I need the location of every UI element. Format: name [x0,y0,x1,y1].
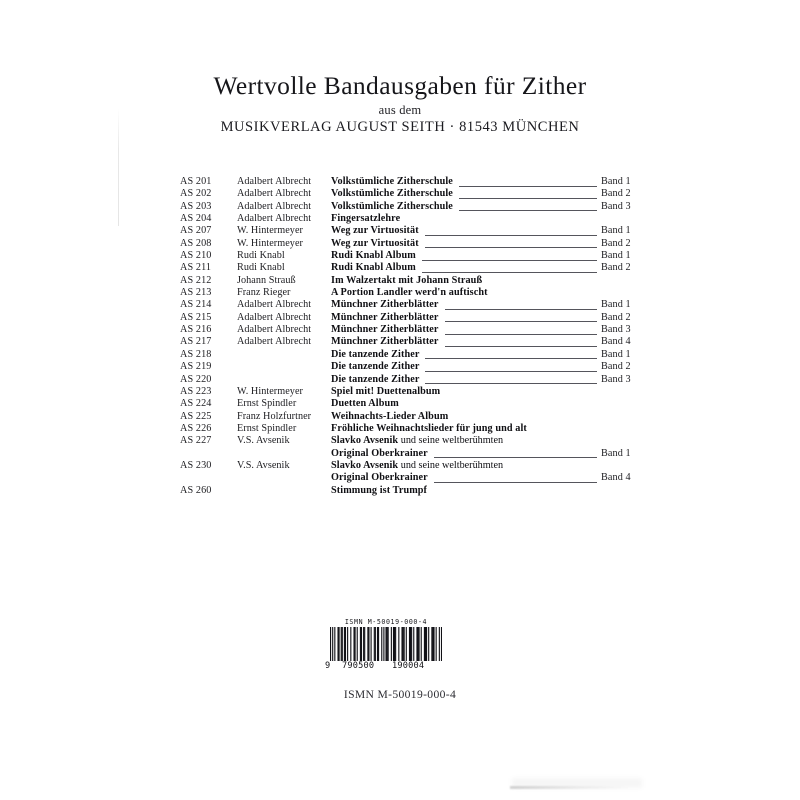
catalog-band: Band 1 [601,299,631,311]
catalog-leader-rule [445,309,597,310]
catalog-title-main: Weihnachts-Lieder Album [331,410,449,422]
catalog-title [331,312,439,323]
catalog-title-main: Weg zur Virtuosität [331,225,419,237]
catalog-code: AS 260 [180,484,212,496]
catalog-title-main: Volkstümliche Zitherschule [331,200,453,212]
catalog-row [0,299,800,311]
catalog-title [331,238,419,249]
barcode-image [330,627,442,661]
catalog-row [0,336,800,348]
catalog-title [331,188,453,199]
catalog-author: Franz Rieger [237,287,291,299]
catalog-author: Ernst Spindler [237,422,297,434]
catalog-row [0,435,800,447]
catalog-leader-rule [445,346,597,347]
catalog-code: AS 223 [180,385,212,397]
catalog-title-main: Slavko Avsenik [331,459,399,471]
catalog-band: Band 4 [601,336,631,348]
barcode-digits [325,661,447,671]
catalog-title [331,213,400,224]
catalog-leader-rule [425,247,597,248]
catalog-row [0,238,800,250]
catalog-band: Band 1 [601,176,631,187]
catalog-band: Band 2 [601,188,631,200]
catalog-title [331,398,399,409]
catalog-title-subtitle: und seine weltberühmten [398,459,504,471]
catalog-author: Franz Holzfurtner [237,410,312,422]
catalog-title [331,460,503,471]
catalog-author: V.S. Avsenik [237,459,290,471]
catalog-list [0,176,800,497]
catalog-author: Adalbert Albrecht [237,188,312,200]
catalog-row [0,411,800,423]
catalog-title [331,336,439,347]
catalog-title [331,485,427,496]
catalog-code: AS 217 [180,336,212,348]
catalog-code: AS 220 [180,373,212,385]
catalog-leader-rule [445,321,597,322]
catalog-title [331,299,439,310]
catalog-title [331,225,419,236]
catalog-row [0,188,800,200]
catalog-code: AS 224 [180,398,212,410]
catalog-code: AS 216 [180,324,212,336]
catalog-row [0,225,800,237]
catalog-title [331,250,416,261]
catalog-leader-rule [459,198,597,199]
catalog-code: AS 225 [180,410,212,422]
catalog-code: AS 201 [180,176,212,187]
catalog-author: W. Hintermeyer [237,385,303,397]
catalog-title-main: Fröhliche Weihnachtslieder für jung und alt [331,422,527,434]
catalog-title [331,448,428,459]
catalog-title [331,201,453,212]
catalog-title [331,349,419,360]
catalog-author: Johann Strauß [237,274,296,286]
barcode-digit-lead: 9 [325,661,331,671]
masthead-subtitle-aus-dem: aus dem [378,103,422,118]
catalog-band: Band 1 [601,225,631,237]
barcode-block [325,618,447,671]
catalog-code: AS 218 [180,348,212,360]
catalog-title-main: Slavko Avsenik [331,435,399,447]
catalog-title-main: Rudi Knabl Album [331,250,416,262]
catalog-title-subtitle: und seine weltberühmten [398,435,504,447]
catalog-code: AS 211 [180,262,212,274]
catalog-row [0,485,800,497]
catalog-title [331,411,448,422]
catalog-author: Ernst Spindler [237,398,297,410]
catalog-code: AS 213 [180,287,212,299]
catalog-row [0,312,800,324]
catalog-row [0,374,800,386]
catalog-row [0,349,800,361]
catalog-title-main: Münchner Zitherblätter [331,311,439,323]
catalog-title [331,324,439,335]
catalog-row [0,472,800,484]
catalog-row [0,324,800,336]
barcode-ismn-label: ISMN M-50019-000-4 [344,618,428,626]
catalog-title-main: Die tanzende Zither [331,348,420,360]
catalog-title-main: Spiel mit! Duettenalbum [331,385,441,397]
catalog-author: Adalbert Albrecht [237,336,312,348]
catalog-code: AS 215 [180,311,212,323]
catalog-title-main: Münchner Zitherblätter [331,324,439,336]
catalog-author: Adalbert Albrecht [237,324,312,336]
catalog-title [331,374,419,385]
catalog-band: Band 4 [601,472,631,484]
catalog-code: AS 219 [180,361,212,373]
catalog-band: Band 2 [601,361,631,373]
catalog-leader-rule [434,482,597,483]
page-title: Wertvolle Bandausgaben für Zither [213,71,587,100]
catalog-title-main: Volkstümliche Zitherschule [331,176,453,187]
catalog-leader-rule [422,260,597,261]
catalog-row [0,201,800,213]
catalog-band: Band 2 [601,262,631,274]
catalog-band: Band 1 [601,348,631,360]
catalog-row [0,361,800,373]
catalog-title [331,472,428,483]
catalog-author: Adalbert Albrecht [237,213,312,225]
catalog-title-main: Rudi Knabl Album [331,262,416,274]
catalog-code: AS 230 [180,459,212,471]
catalog-row [0,423,800,435]
catalog-title [331,361,419,372]
catalog-title [331,176,453,187]
catalog-title-main: A Portion Landler werd'n auftischt [331,287,488,299]
catalog-code: AS 210 [180,250,212,262]
catalog-title [331,423,527,434]
catalog-title [331,386,440,397]
catalog-title [331,435,503,446]
catalog-leader-rule [459,186,597,187]
catalog-code: AS 203 [180,200,212,212]
catalog-title-main: Die tanzende Zither [331,361,420,373]
catalog-title-main: Volkstümliche Zitherschule [331,188,453,200]
catalog-band: Band 3 [601,324,631,336]
catalog-row [0,176,800,188]
catalog-band: Band 1 [601,447,631,459]
catalog-band: Band 2 [601,237,631,249]
catalog-author: Rudi Knabl [237,262,285,274]
catalog-title-main: Stimmung ist Trumpf [331,484,428,496]
catalog-title-main: Im Walzertakt mit Johann Strauß [331,274,483,286]
catalog-title-main: Münchner Zitherblätter [331,299,439,311]
catalog-code: AS 227 [180,435,212,447]
catalog-row [0,275,800,287]
catalog-title [331,275,482,286]
catalog-band: Band 2 [601,311,631,323]
catalog-row [0,386,800,398]
catalog-leader-rule [422,272,597,273]
catalog-title-main: Original Oberkrainer [331,472,428,484]
catalog-code: AS 202 [180,188,212,200]
catalog-title [331,287,488,298]
catalog-row [0,262,800,274]
catalog-row [0,460,800,472]
catalog-leader-rule [459,210,597,211]
catalog-leader-rule [434,457,597,458]
catalog-band: Band 3 [601,200,631,212]
catalog-leader-rule [425,358,597,359]
ismn-caption: ISMN M-50019-000-4 [343,688,457,701]
catalog-title-main: Fingersatzlehre [331,213,401,225]
catalog-author: Adalbert Albrecht [237,299,312,311]
catalog-row [0,287,800,299]
catalog-code: AS 208 [180,237,212,249]
catalog-row [0,448,800,460]
catalog-code: AS 204 [180,213,212,225]
catalog-author: V.S. Avsenik [237,435,290,447]
catalog-author: Adalbert Albrecht [237,200,312,212]
catalog-row [0,398,800,410]
catalog-code: AS 212 [180,274,212,286]
catalog-title-main: Die tanzende Zither [331,373,420,385]
scan-edge-artifact-bottom [510,786,630,789]
catalog-title [331,262,416,273]
barcode-digits-right: 190004 [392,661,425,671]
catalog-code: AS 214 [180,299,212,311]
catalog-title-main: Duetten Album [331,398,399,410]
catalog-row [0,250,800,262]
barcode-digits-left: 790500 [342,661,375,671]
catalog-title-main: Münchner Zitherblätter [331,336,439,348]
masthead [0,72,800,136]
catalog-leader-rule [425,371,597,372]
catalog-leader-rule [425,383,597,384]
catalog-leader-rule [425,235,597,236]
catalog-leader-rule [445,334,597,335]
catalog-author: Rudi Knabl [237,250,285,262]
catalog-row [0,213,800,225]
catalog-author: W. Hintermeyer [237,225,303,237]
catalog-author: Adalbert Albrecht [237,176,312,187]
catalog-author: W. Hintermeyer [237,237,303,249]
catalog-title-main: Original Oberkrainer [331,447,428,459]
catalog-band: Band 3 [601,373,631,385]
catalog-code: AS 226 [180,422,212,434]
catalog-title-main: Weg zur Virtuosität [331,237,419,249]
publisher-line: MUSIKVERLAG AUGUST SEITH · 81543 MÜNCHEN [220,119,580,136]
catalog-author: Adalbert Albrecht [237,311,312,323]
catalog-band: Band 1 [601,250,631,262]
catalog-code: AS 207 [180,225,212,237]
